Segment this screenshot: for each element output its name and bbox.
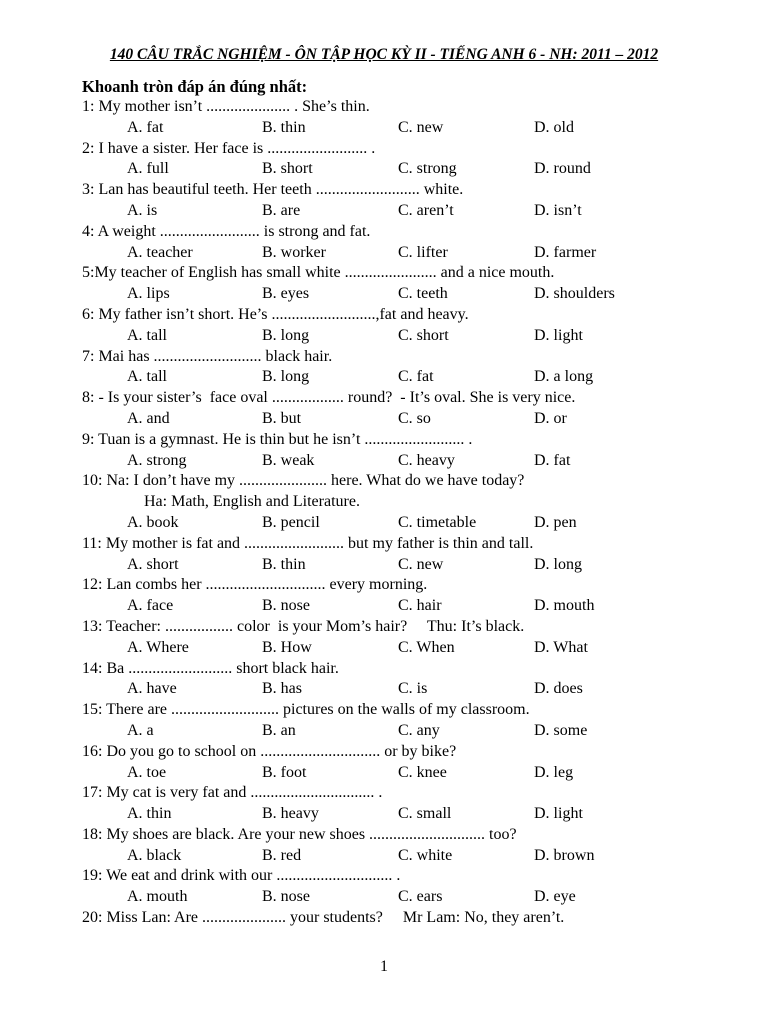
question-item xyxy=(82,742,742,784)
answer-option-c: C. new xyxy=(398,118,444,136)
answer-option-b: B. foot xyxy=(262,763,307,781)
answer-option-a: A. tall xyxy=(127,326,167,344)
answer-option-c: C. aren’t xyxy=(398,201,454,219)
question-stem: 18: My shoes are black. Are your new shoes ............................. too? xyxy=(82,825,517,843)
answer-options xyxy=(82,555,742,576)
answer-option-b: B. an xyxy=(262,721,296,739)
instruction-heading: Khoanh tròn đáp án đúng nhất: xyxy=(82,77,308,96)
question-stem: 16: Do you go to school on .............................. or by bike? xyxy=(82,742,457,760)
answer-option-a: A. full xyxy=(127,160,169,178)
answer-option-a: A. book xyxy=(127,513,179,531)
answer-options xyxy=(82,596,742,617)
answer-options xyxy=(82,284,742,305)
question-item xyxy=(82,347,742,389)
answer-option-b: B. has xyxy=(262,680,302,698)
answer-option-d: D. mouth xyxy=(534,597,595,615)
answer-option-d: D. light xyxy=(534,326,583,344)
answer-option-c: C. When xyxy=(398,638,455,656)
question-item xyxy=(82,430,742,472)
answer-option-b: B. nose xyxy=(262,597,310,615)
answer-option-d: D. fat xyxy=(534,451,571,469)
question-stem: 7: Mai has ........................... black hair. xyxy=(82,347,333,365)
question-item xyxy=(82,866,742,908)
answer-options xyxy=(82,159,742,180)
question-stem: 8: - Is your sister’s face oval .................. round? - It’s oval. She is very nice. xyxy=(82,389,576,407)
answer-option-a: A. tall xyxy=(127,368,167,386)
answer-option-d: D. isn’t xyxy=(534,201,582,219)
answer-option-a: A. toe xyxy=(127,763,167,781)
question-item xyxy=(82,617,742,659)
answer-option-b: B. long xyxy=(262,326,310,344)
page-number: 1 xyxy=(380,958,388,975)
answer-option-d: D. does xyxy=(534,680,583,698)
answer-options xyxy=(82,679,742,700)
answer-option-a: A. thin xyxy=(127,805,172,823)
answer-option-b: B. weak xyxy=(262,451,315,469)
answer-option-c: C. white xyxy=(398,846,453,864)
answer-option-b: B. long xyxy=(262,368,310,386)
answer-option-c: C. is xyxy=(398,680,428,698)
question-stem: 12: Lan combs her .............................. every morning. xyxy=(82,576,428,594)
answer-option-b: B. worker xyxy=(262,243,326,261)
answer-option-c: C. any xyxy=(398,721,440,739)
answer-option-c: C. small xyxy=(398,805,452,823)
answer-option-b: B. but xyxy=(262,409,302,427)
question-item xyxy=(82,659,742,701)
question-stem: 13: Teacher: ................. color is your Mom’s hair? Thu: It’s black. xyxy=(82,617,525,635)
question-item xyxy=(82,97,742,139)
answer-options xyxy=(82,201,742,222)
question-item xyxy=(82,783,742,825)
question-item xyxy=(82,471,742,533)
answer-option-a: A. mouth xyxy=(127,888,188,906)
answer-option-b: B. red xyxy=(262,846,302,864)
answer-options xyxy=(82,367,742,388)
answer-option-c: C. hair xyxy=(398,597,442,615)
answer-option-c: C. heavy xyxy=(398,451,455,469)
answer-option-b: B. eyes xyxy=(262,285,310,303)
answer-options xyxy=(82,887,742,908)
answer-option-c: C. knee xyxy=(398,763,447,781)
answer-options xyxy=(82,451,742,472)
question-item xyxy=(82,825,742,867)
answer-option-d: D. some xyxy=(534,721,588,739)
answer-option-d: D. eye xyxy=(534,888,576,906)
question-item xyxy=(82,388,742,430)
answer-option-d: D. brown xyxy=(534,846,595,864)
answer-options xyxy=(82,243,742,264)
question-stem: 19: We eat and drink with our ............................. . xyxy=(82,867,401,885)
answer-option-c: C. teeth xyxy=(398,285,448,303)
answer-option-b: B. thin xyxy=(262,555,306,573)
question-stem: 5:My teacher of English has small white ....................... and a nice mouth. xyxy=(82,264,555,282)
answer-option-a: A. face xyxy=(127,597,174,615)
answer-option-d: D. old xyxy=(534,118,574,136)
question-stem: 14: Ba .......................... short black hair. xyxy=(82,659,339,677)
answer-option-b: B. heavy xyxy=(262,805,319,823)
answer-option-d: D. What xyxy=(534,638,588,656)
answer-option-d: D. leg xyxy=(534,763,574,781)
answer-option-a: A. is xyxy=(127,201,158,219)
answer-option-a: A. a xyxy=(127,721,154,739)
question-item xyxy=(82,305,742,347)
answer-option-d: D. farmer xyxy=(534,243,597,261)
question-item xyxy=(82,700,742,742)
answer-option-b: B. nose xyxy=(262,888,310,906)
answer-option-d: D. light xyxy=(534,805,583,823)
answer-options xyxy=(82,846,742,867)
answer-options xyxy=(82,763,742,784)
answer-option-a: A. have xyxy=(127,680,177,698)
question-list xyxy=(82,97,742,929)
answer-option-b: B. thin xyxy=(262,118,306,136)
question-stem: 20: Miss Lan: Are ..................... your students? Mr Lam: No, they aren’t. xyxy=(82,909,565,927)
question-stem-continuation: Ha: Math, English and Literature. xyxy=(144,493,360,511)
answer-option-d: D. or xyxy=(534,409,567,427)
question-item xyxy=(82,180,742,222)
answer-options xyxy=(82,721,742,742)
answer-option-c: C. ears xyxy=(398,888,443,906)
answer-option-d: D. pen xyxy=(534,513,577,531)
question-stem: 3: Lan has beautiful teeth. Her teeth .......................... white. xyxy=(82,181,464,199)
answer-options xyxy=(82,638,742,659)
question-item xyxy=(82,222,742,264)
answer-options xyxy=(82,118,742,139)
question-stem: 15: There are ........................... pictures on the walls of my classroom. xyxy=(82,701,530,719)
answer-option-b: B. are xyxy=(262,201,301,219)
question-stem: 1: My mother isn’t ..................... . She’s thin. xyxy=(82,98,370,115)
answer-option-d: D. shoulders xyxy=(534,285,615,303)
answer-option-c: C. fat xyxy=(398,368,434,386)
document-title: 140 CÂU TRẮC NGHIỆM - ÔN TẬP HỌC KỲ II - TIẾNG ANH 6 - NH: 2011 – 2012 xyxy=(109,46,659,63)
question-item xyxy=(82,534,742,576)
answer-option-c: C. strong xyxy=(398,160,457,178)
answer-option-c: C. lifter xyxy=(398,243,448,261)
answer-option-a: A. Where xyxy=(127,638,189,656)
answer-option-c: C. short xyxy=(398,326,449,344)
answer-option-b: B. How xyxy=(262,638,312,656)
answer-option-a: A. teacher xyxy=(127,243,193,261)
question-item xyxy=(82,139,742,181)
answer-option-a: A. black xyxy=(127,846,182,864)
answer-option-c: C. so xyxy=(398,409,431,427)
answer-options xyxy=(82,804,742,825)
question-item xyxy=(82,908,742,929)
question-stem: 6: My father isn’t short. He’s ..........................,fat and heavy. xyxy=(82,305,469,323)
answer-option-a: A. fat xyxy=(127,118,164,136)
answer-option-a: A. lips xyxy=(127,285,170,303)
answer-options xyxy=(82,409,742,430)
answer-option-d: D. a long xyxy=(534,368,594,386)
question-stem: 10: Na: I don’t have my ...................... here. What do we have today? xyxy=(82,472,525,490)
question-item xyxy=(82,263,742,305)
question-item xyxy=(82,575,742,617)
answer-option-a: A. short xyxy=(127,555,179,573)
answer-option-c: C. timetable xyxy=(398,513,477,531)
answer-options xyxy=(82,326,742,347)
question-stem: 9: Tuan is a gymnast. He is thin but he isn’t ......................... . xyxy=(82,430,473,448)
answer-options xyxy=(82,513,742,534)
answer-option-d: D. round xyxy=(534,160,591,178)
answer-option-a: A. and xyxy=(127,409,170,427)
question-stem: 2: I have a sister. Her face is ......................... . xyxy=(82,139,376,157)
answer-option-d: D. long xyxy=(534,555,582,573)
question-stem: 11: My mother is fat and ......................... but my father is thin and tall. xyxy=(82,534,534,552)
answer-option-b: B. pencil xyxy=(262,513,320,531)
question-stem: 4: A weight ......................... is strong and fat. xyxy=(82,222,371,240)
answer-option-a: A. strong xyxy=(127,451,187,469)
answer-option-c: C. new xyxy=(398,555,444,573)
answer-option-b: B. short xyxy=(262,160,313,178)
question-stem: 17: My cat is very fat and ............................... . xyxy=(82,784,383,802)
